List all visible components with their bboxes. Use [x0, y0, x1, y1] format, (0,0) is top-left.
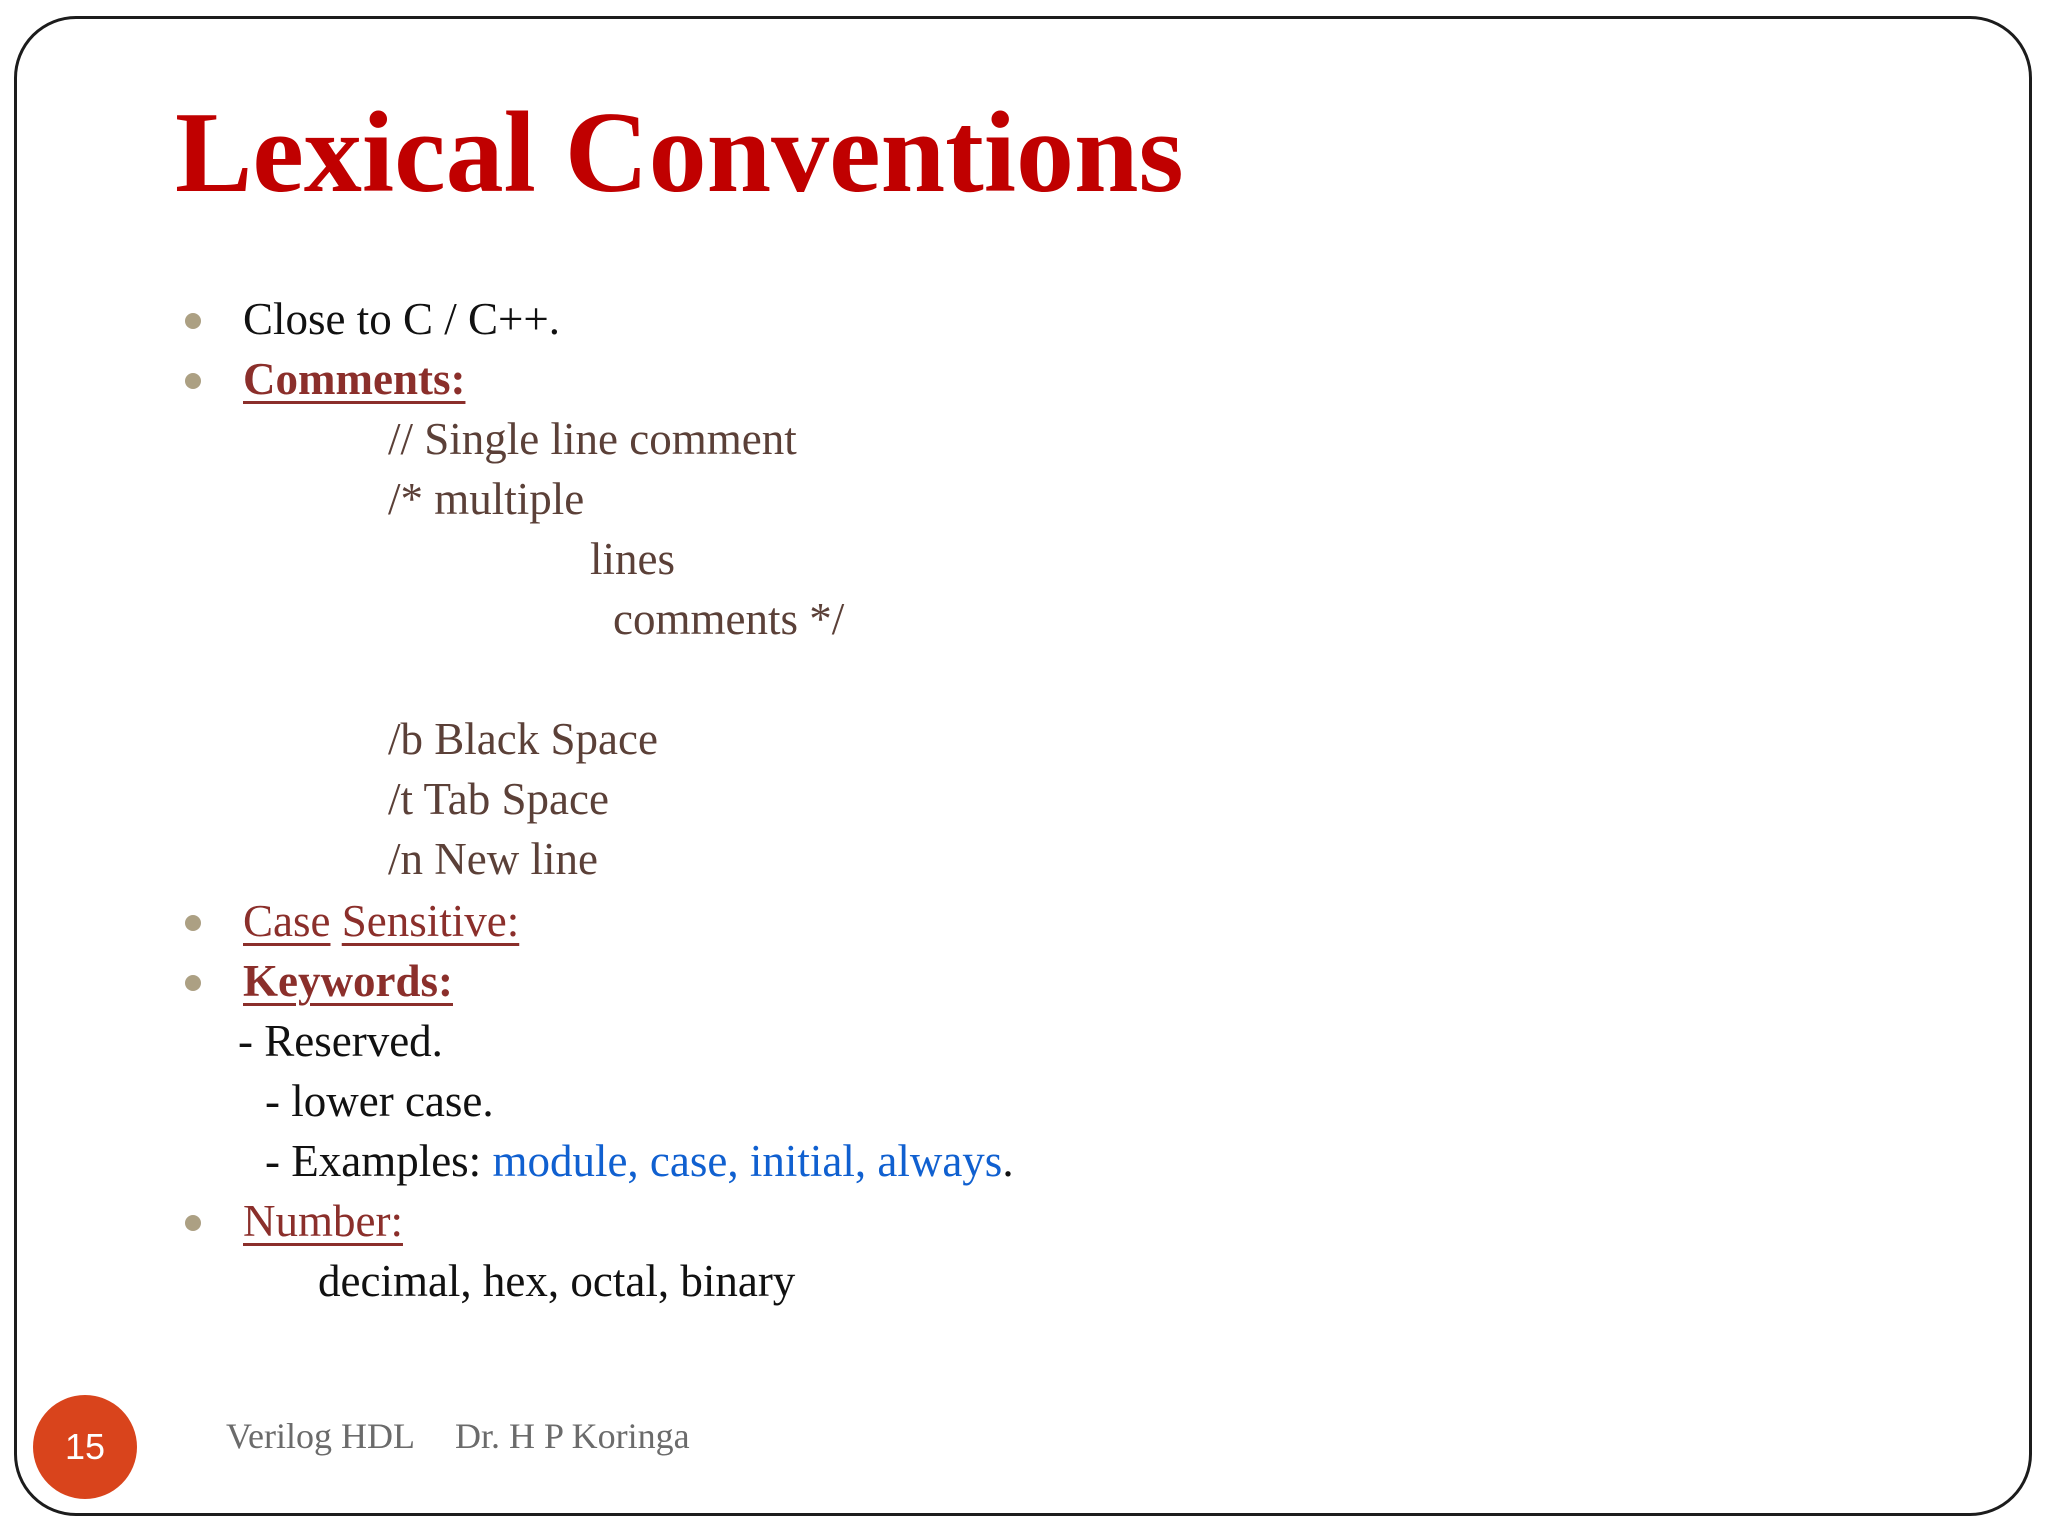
number-types: decimal, hex, octal, binary: [318, 1256, 796, 1306]
footer-course: Verilog HDL: [226, 1416, 415, 1456]
comment-line-multiple: /* multiple: [388, 474, 585, 524]
examples-period: .: [1002, 1136, 1014, 1186]
bullet-dot: [185, 975, 201, 991]
comment-line-single: // Single line comment: [388, 414, 797, 464]
bullet-dot: [185, 373, 201, 389]
case-word: Case: [243, 896, 331, 946]
footer-author: Dr. H P Koringa: [455, 1416, 690, 1456]
space-line-black: /b Black Space: [388, 714, 658, 764]
examples-label: - Examples:: [265, 1136, 493, 1186]
bullet-dot: [185, 915, 201, 931]
sensitive-word: Sensitive:: [341, 896, 520, 946]
keywords-examples: [265, 1136, 1014, 1188]
space-line-newline: /n New line: [388, 834, 598, 884]
keywords-lower-case: - lower case.: [265, 1076, 494, 1126]
comment-line-end: comments */: [613, 594, 845, 644]
examples-values: module, case, initial, always: [492, 1136, 1003, 1186]
comment-line-lines: lines: [590, 534, 675, 584]
number-heading: Number:: [243, 1196, 403, 1246]
page-number-badge: 15: [33, 1395, 137, 1499]
slide-frame: [14, 16, 2032, 1516]
keywords-heading: Keywords:: [243, 956, 453, 1006]
bullet-dot: [185, 1215, 201, 1231]
slide-title: Lexical Conventions: [175, 89, 1184, 217]
bullet-close-to-c: Close to C / C++.: [243, 294, 561, 344]
bullet-dot: [185, 313, 201, 329]
case-sensitive-heading: [243, 896, 519, 948]
keywords-reserved: - Reserved.: [238, 1016, 443, 1066]
comments-heading: Comments:: [243, 354, 466, 404]
space-line-tab: /t Tab Space: [388, 774, 609, 824]
